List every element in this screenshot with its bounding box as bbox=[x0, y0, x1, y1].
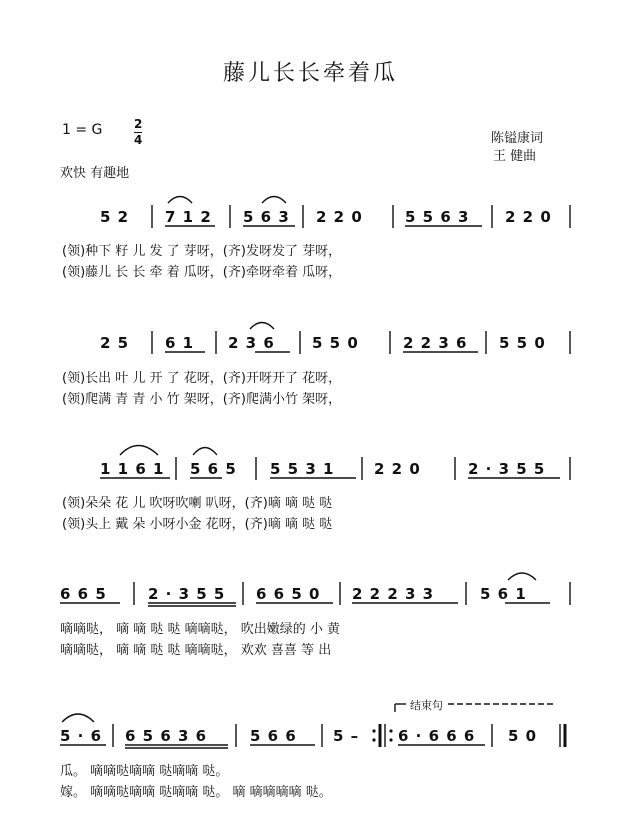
note-group: 2 2 3 6 bbox=[403, 334, 468, 352]
tempo-marking: 欢快 有趣地 bbox=[60, 166, 130, 181]
note-group: 5 · 6 bbox=[60, 727, 103, 745]
lyric-line: 嫁。 嘀嘀哒嘀嘀 哒嘀嘀 哒。 嘀 嘀嘀嘀嘀 哒。 bbox=[60, 785, 332, 800]
slur bbox=[193, 448, 217, 456]
song-title: 藤儿长长牵着瓜 bbox=[222, 61, 398, 86]
note-group: 5 5 0 bbox=[312, 334, 359, 352]
note-group: 5 6 5 bbox=[190, 460, 237, 478]
note-group: 5 6 6 bbox=[250, 727, 297, 745]
lyric-line: (领)种下 籽 儿 发 了 芽呀，(齐)发呀发了 芽呀， bbox=[62, 244, 342, 259]
slur bbox=[120, 446, 158, 456]
note-group: 2 5 bbox=[100, 334, 130, 352]
ending-label: 结束句 bbox=[410, 699, 443, 712]
composer-credit: 王 健曲 bbox=[493, 149, 537, 164]
note-group: 2 2 0 bbox=[316, 208, 363, 226]
note-group: 2 2 0 bbox=[505, 208, 552, 226]
note-group: 1 1 6 1 bbox=[100, 460, 165, 478]
note-group: 7 1 2 bbox=[165, 208, 212, 226]
note-group: 5 2 bbox=[100, 208, 130, 226]
note-group: 2 · 3 5 5 bbox=[468, 460, 546, 478]
lyric-line: (领)头上 戴 朵 小呀小金 花呀，(齐)嘀 嘀 哒 哒 bbox=[62, 517, 333, 532]
time-signature-top: 2 bbox=[134, 117, 143, 131]
note-group: 6 1 bbox=[165, 334, 195, 352]
slur bbox=[508, 573, 536, 580]
note-group: 6 6 5 0 bbox=[256, 585, 321, 603]
note-group: 5 5 3 1 bbox=[270, 460, 335, 478]
note-group: 5 – bbox=[333, 727, 360, 745]
lyric-line: (领)朵朵 花 儿 吹呀吹喇 叭呀，(齐)嘀 嘀 哒 哒 bbox=[62, 496, 333, 511]
slur bbox=[262, 197, 286, 204]
note-group: 5 5 0 bbox=[499, 334, 546, 352]
note-group: 6 5 6 3 6 bbox=[125, 727, 208, 745]
slur bbox=[62, 714, 94, 722]
lyric-line: 嘀嘀哒， 嘀 嘀 哒 哒 嘀嘀哒， 欢欢 喜喜 等 出 bbox=[60, 643, 332, 658]
note-group: 2 2 2 3 3 bbox=[352, 585, 435, 603]
note-group: 5 5 6 3 bbox=[405, 208, 470, 226]
repeat-dot bbox=[372, 738, 375, 741]
note-group: 2 2 0 bbox=[374, 460, 421, 478]
note-group: 2 3 6 bbox=[228, 334, 275, 352]
note-group: 5 6 3 bbox=[243, 208, 290, 226]
repeat-dot bbox=[389, 729, 392, 732]
note-group: 2 · 3 5 5 bbox=[148, 585, 226, 603]
slur bbox=[250, 323, 274, 330]
lyric-line: 嘀嘀哒， 嘀 嘀 哒 哒 嘀嘀哒， 吹出嫩绿的 小 黄 bbox=[60, 622, 341, 637]
repeat-dot bbox=[372, 729, 375, 732]
lyricist-credit: 陈镒康词 bbox=[491, 131, 544, 146]
lyric-line: (领)藤儿 长 长 牵 着 瓜呀，(齐)牵呀牵着 瓜呀， bbox=[62, 265, 342, 280]
lyric-line: 瓜。 嘀嘀哒嘀嘀 哒嘀嘀 哒。 bbox=[60, 764, 229, 779]
lyric-line: (领)长出 叶 儿 开 了 花呀，(齐)开呀开了 花呀， bbox=[62, 371, 342, 386]
key-signature: 1 = G bbox=[62, 122, 103, 138]
time-signature-bottom: 4 bbox=[134, 133, 143, 147]
note-group: 5 6 1 bbox=[480, 585, 527, 603]
note-group: 5 0 bbox=[508, 727, 538, 745]
note-group: 6 6 5 bbox=[60, 585, 107, 603]
repeat-dot bbox=[389, 738, 392, 741]
slur bbox=[168, 197, 192, 204]
lyric-line: (领)爬满 青 青 小 竹 架呀，(齐)爬满小竹 架呀， bbox=[62, 392, 342, 407]
note-group: 6 · 6 6 6 bbox=[398, 727, 476, 745]
